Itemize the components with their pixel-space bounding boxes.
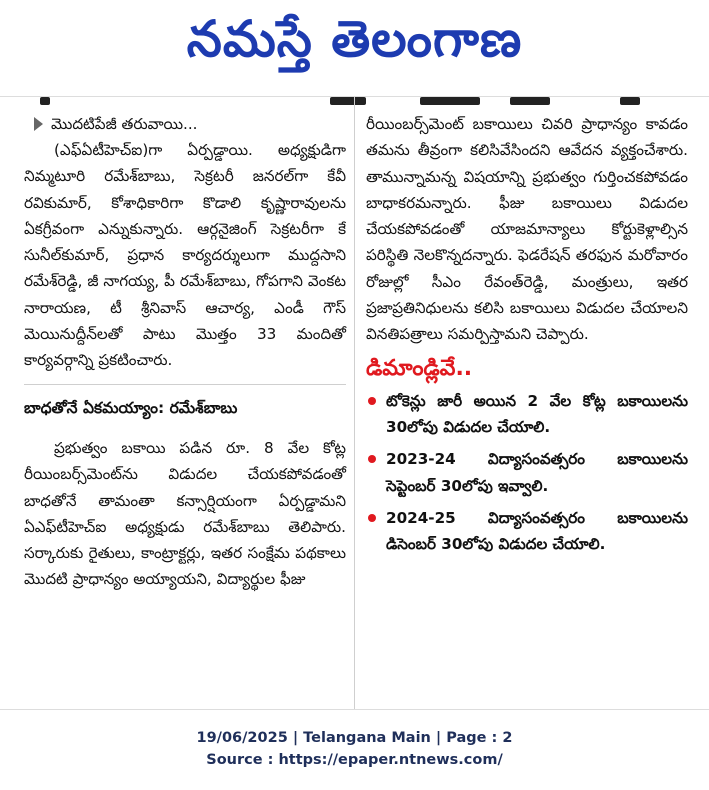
list-item: [366, 505, 688, 558]
masthead: [0, 0, 709, 78]
continued-label: మొదటిపేజీ తరువాయి...: [51, 114, 198, 133]
bullet-icon: [368, 397, 376, 405]
masthead-title: నమస్తే తెలంగాణ: [186, 10, 523, 68]
footer-source: Source : https://epaper.ntnews.com/: [206, 752, 503, 768]
demand-text: 2024-25 విద్యాసంవత్సరం బకాయిలను డిసెంబర్ 30లోపు విడుదల చేయాలి.: [386, 508, 688, 554]
newspaper-clipping: [0, 96, 709, 710]
footer: [0, 727, 709, 771]
body-paragraph-2: ప్రభుత్వం బకాయి పడిన రూ. 8 వేల కోట్ల రీయింబర్స్‌మెంట్‌ను విడుదల చేయకపోవడంతో బాధతోనే తామంతా కన్సార్షియంగా ఏర్పడ్డామని ఏఎఫ్‌టీహెచ్ఐ అధ్యక్షుడు రమేశ్‌బాబు తెలిపారు. సర్కారుకు రైతులు, కాంట్రాక్టర్లు, ఇతర సంక్షేమ పథకాలు మొదటి ప్రాధాన్యం అయ్యాయని, విద్యార్థుల ఫీజు: [24, 438, 346, 589]
list-item: [366, 446, 688, 499]
footer-date-edition: 19/06/2025 | Telangana Main | Page : 2: [196, 730, 513, 746]
demands-heading: డిమాండ్లివే..: [366, 355, 473, 381]
bullet-icon: [368, 455, 376, 463]
arrow-right-icon: [34, 117, 43, 131]
demands-list: [366, 388, 688, 558]
left-column: [24, 111, 346, 593]
body-paragraph-3: రీయింబర్స్‌మెంట్ బకాయిలు చివరి ప్రాధాన్యం కావడం తమను తీవ్రంగా కలిసివేసిందని ఆవేదన వ్యక్తంచేశారు. తామున్నామన్న విషయాన్ని ప్రభుత్వం గుర్తించకపోవడం బాధాకరమన్నారు. ఫీజు బకాయిలు విడుదల చేయకపోవడంతో యాజమాన్యాలు కోర్టుకెళ్లాల్సిన పరిస్థితి నెలకొన్నదన్నారు. ఫెడరేషన్ తరఫున మరోవారం రోజుల్లో సీఎం రేవంత్‌రెడ్డి, మంత్రులు, ఇతర ప్రజాప్రతినిధులను కలిసి బకాయిలు విడుదల చేయాలని వినతిపత్రాలు సమర్పిస్తామని చెప్పారు.: [366, 115, 688, 344]
body-paragraph-1: (ఎఫ్ఏటీహెచ్ఐ)గా ఏర్పడ్డాయి. అధ్యక్షుడిగా నిమ్మటూరి రమేశ్‌బాబు, సెక్రటరీ జనరల్‌గా కేవీ రవికుమార్, కోశాధికారిగా కొడాలి కృష్ణారావులను ఏకగ్రీవంగా ఎన్నుకున్నారు. ఆర్గనైజింగ్ సెక్రటరీగా కే సునీల్‌కుమార్, ప్రధాన కార్యదర్శులుగా ముద్దసాని రమేశ్‌రెడ్డి, జీ నాగయ్య, పీ రమేశ్‌బాబు, గోపగాని వెంకట నారాయణ, టీ శ్రీనివాస్ ఆచార్య, ఎండీ గౌస్ మెయినుద్దీన్‌లతో పాటు మొత్తం 33 మందితో కార్యవర్గాన్ని ప్రకటించారు.: [24, 141, 346, 370]
continued-marker: [34, 111, 346, 137]
bullet-icon: [368, 514, 376, 522]
section-divider: [24, 384, 346, 385]
list-item: [366, 388, 688, 441]
column-divider: [354, 97, 355, 709]
right-column: [366, 111, 688, 563]
cutoff-headline-fragment: [40, 97, 640, 105]
demand-text: టోకెన్లు జారీ అయిన 2 వేల కోట్ల బకాయిలను 30లోపు విడుదల చేయాలి.: [386, 391, 688, 436]
subheading: బాధతోనే ఏకమయ్యాం: రమేశ్‌బాబు: [24, 398, 238, 417]
demand-text: 2023-24 విద్యాసంవత్సరం బకాయిలను సెప్టెంబర్ 30లోపు ఇవ్వాలి.: [386, 450, 688, 495]
